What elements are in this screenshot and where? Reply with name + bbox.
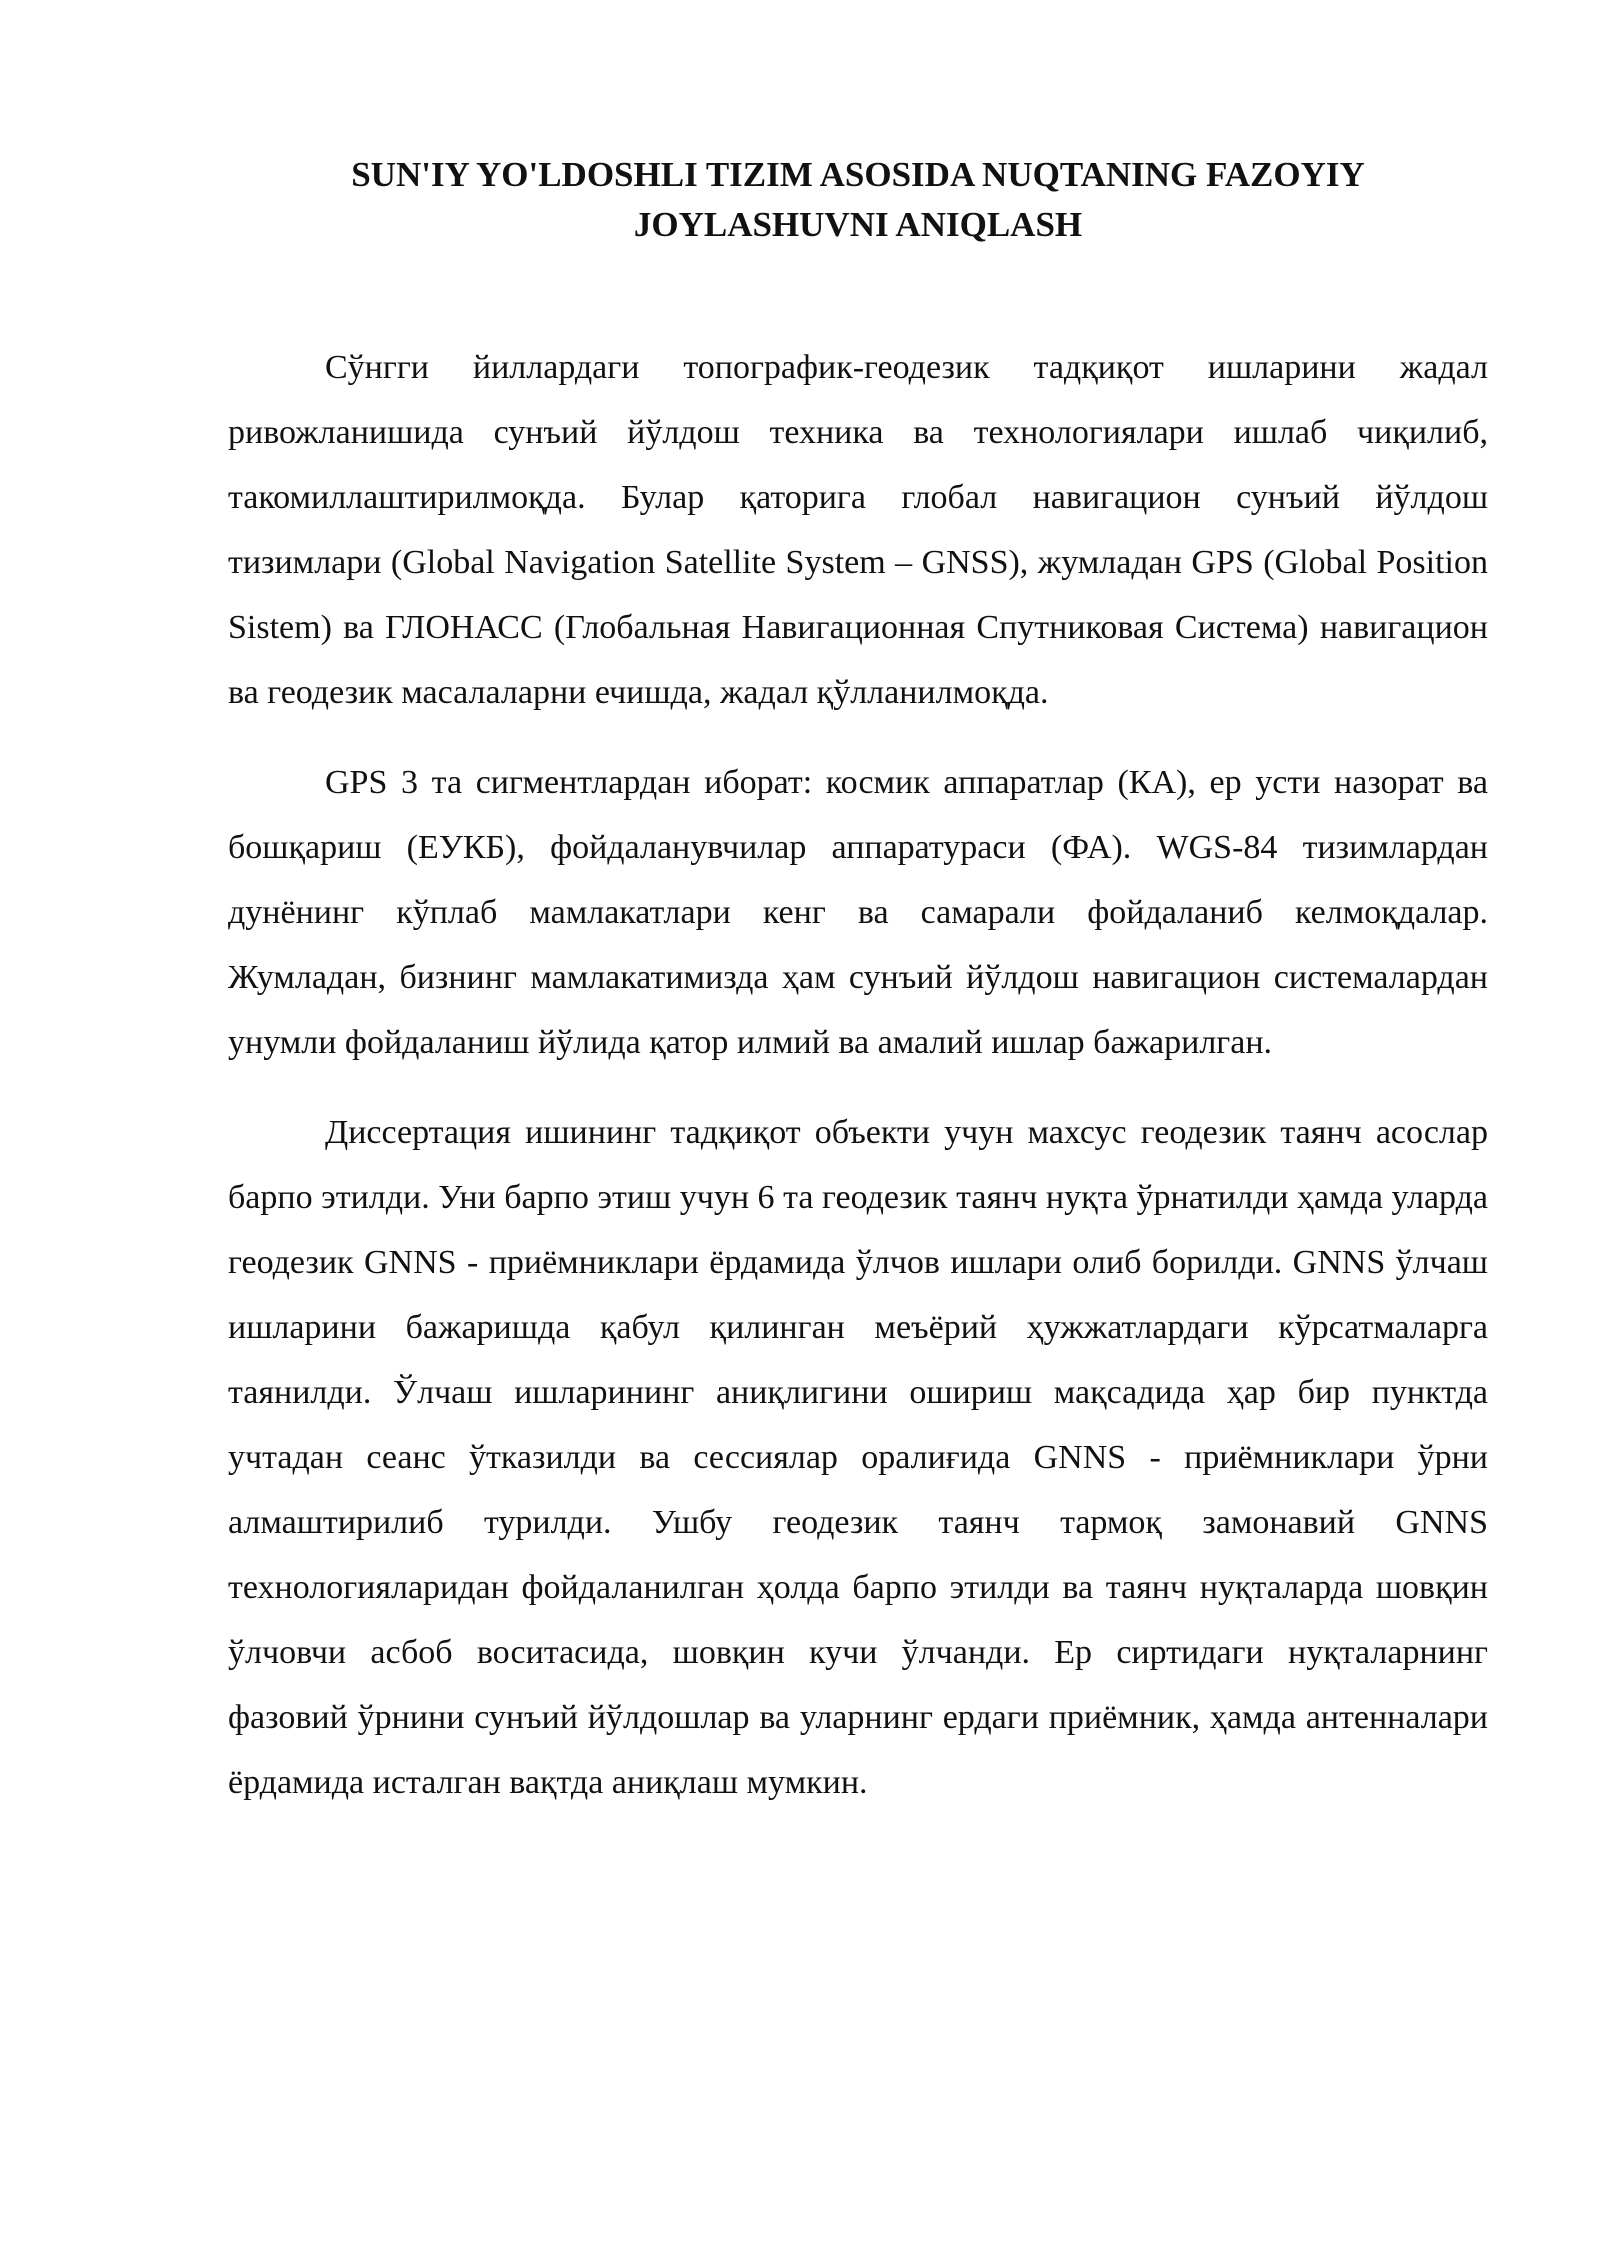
- paragraph-2: GPS 3 та сигментлардан иборат: космик аппаратлар (КА), ер усти назорат ва бошқариш (ЕУКБ), фойдаланувчилар аппаратураси (ФА). WGS-84 тизимлардан дунёнинг кўплаб мамлакатлари кенг ва самарали фойдаланиб келмоқдалар. Жумладан, бизнинг мамлакатимизда ҳам сунъий йўлдош навигацион системалардан унумли фойдаланиш йўлида қатор илмий ва амалий ишлар бажарилган.: [228, 764, 1488, 1061]
- paragraph-3: Диссертация ишининг тадқиқот объекти учун махсус геодезик таянч асослар барпо этилди. Уни барпо этиш учун 6 та геодезик таянч нуқта ўрнатилди ҳамда уларда геодезик GNNS - приёмниклари ёрдамида ўлчов ишлари олиб борилди. GNNS ўлчаш ишларини бажаришда қабул қилинган меъёрий ҳужжатлардаги кўрсатмаларга таянилди. Ўлчаш ишларининг аниқлигини ошириш мақсадида ҳар бир пунктда учтадан сеанс ўтказилди ва сессиялар оралиғида GNNS - приёмниклари ўрни алмаштирилиб турилди. Ушбу геодезик таянч тармоқ замонавий GNNS технологияларидан фойдаланилган ҳолда барпо этилди ва таянч нуқталарда шовқин ўлчовчи асбоб воситасида, шовқин кучи ўлчанди. Ер сиртидаги нуқталарнинг фазовий ўрнини сунъий йўлдошлар ва уларнинг ердаги приёмник, ҳамда антенналари ёрдамида исталган вақтда аниқлаш мумкин.: [228, 1114, 1488, 1801]
- title-line-2: JOYLASHUVNI ANIQLASH: [633, 205, 1083, 244]
- paragraph-1: Сўнгги йиллардаги топографик-геодезик тадқиқот ишларини жадал ривожланишида сунъий йўлдош техника ва технологиялари ишлаб чиқилиб, такомиллаштирилмоқда. Булар қаторига глобал навигацион сунъий йўлдош тизимлари (Global Navigation Satellite System – GNSS), жумладан GPS (Global Position Sistem) ва ГЛОНАСС (Глобальная Навигационная Спутниковая Система) навигацион ва геодезик масалаларни ечишда, жадал қўлланилмоқда.: [228, 349, 1488, 711]
- page-title: [228, 150, 1488, 250]
- title-line-1: SUN'IY YO'LDOSHLI TIZIM ASOSIDA NUQTANING FAZOYIY: [351, 155, 1365, 194]
- body-text: [228, 335, 1488, 1840]
